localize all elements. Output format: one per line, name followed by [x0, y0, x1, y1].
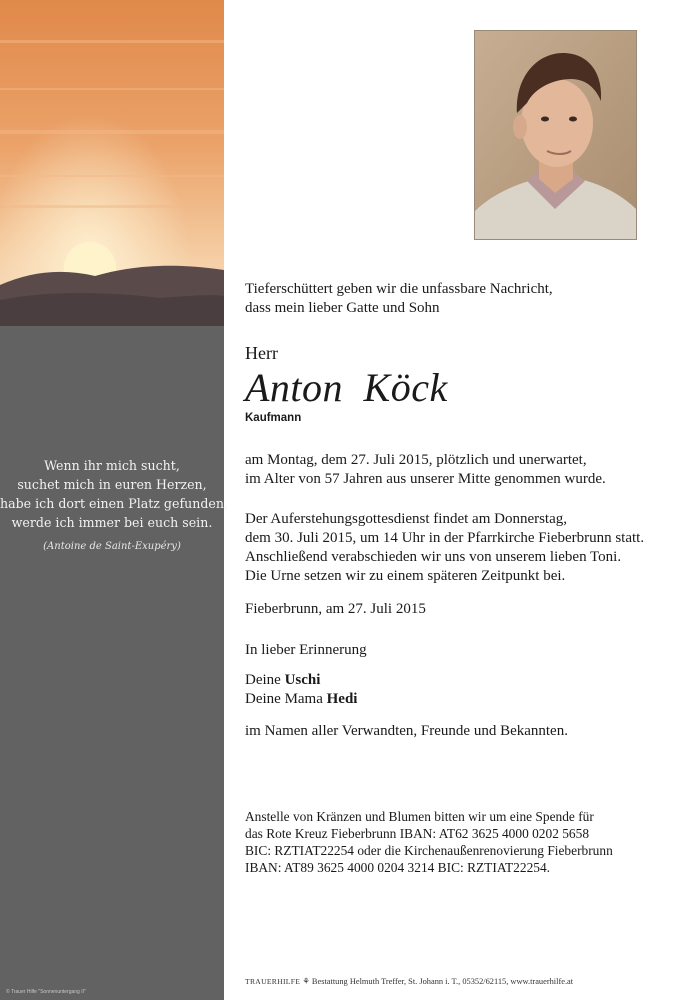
quote-line: habe ich dort einen Platz gefunden,: [0, 496, 228, 511]
donation-line: Anstelle von Kränzen und Blumen bitten wir um eine Spende für: [245, 809, 594, 824]
footer-text: Bestattung Helmuth Treffer, St. Johann i. T., 05352/62115, www.trauerhilfe.at: [311, 977, 574, 986]
body-line: am Montag, dem 27. Juli 2015, plötzlich und unerwartet,: [245, 452, 587, 468]
body-line: Die Urne setzen wir zu einem späteren Zeitpunkt bei.: [245, 568, 566, 584]
family-prefix: Deine: [245, 672, 281, 688]
donation-line: das Rote Kreuz Fieberbrunn IBAN: AT62 3625 4000 0202 5658: [245, 826, 590, 841]
memorial-quote: [0, 456, 228, 532]
quote-author: (Antoine de Saint-Exupéry): [43, 541, 181, 552]
intro-text: [245, 280, 553, 318]
sunset-graphic: [0, 0, 224, 326]
family-member: [245, 671, 357, 690]
donation-request: [245, 808, 613, 876]
body-line: Anschließend verabschieden wir uns von unserem lieben Toni.: [245, 549, 622, 565]
place-date: Fieberbrunn, am 27. Juli 2015: [245, 601, 426, 617]
quote-line: werde ich immer bei euch sein.: [11, 515, 213, 530]
body-line: Der Auferstehungsgottesdienst findet am Donnerstag,: [245, 511, 568, 527]
family-member: [245, 690, 357, 709]
footer: [245, 976, 573, 986]
salutation: Herr: [245, 343, 278, 363]
family-signatures: [245, 671, 357, 709]
quote-line: suchet mich in euren Herzen,: [17, 477, 207, 492]
body-line: dem 30. Juli 2015, um 14 Uhr in der Pfarrkirche Fieberbrunn statt.: [245, 530, 645, 546]
portrait-graphic: [475, 31, 636, 239]
sunset-image: [0, 0, 224, 326]
footer-logo-icon: ⚘: [302, 977, 310, 986]
service-details: [245, 510, 644, 586]
death-announcement: [245, 451, 606, 489]
family-name: Hedi: [326, 691, 358, 707]
portrait-photo: [474, 30, 637, 240]
family-name: Uschi: [284, 672, 321, 688]
body-line: im Alter von 57 Jahren aus unserer Mitte genommen wurde.: [245, 471, 606, 487]
occupation: Kaufmann: [245, 412, 302, 424]
intro-line: Tieferschüttert geben wir die unfassbare Nachricht,: [245, 281, 553, 297]
sidebar: [0, 0, 228, 1000]
on-behalf-line: im Namen aller Verwandten, Freunde und Bekannten.: [245, 723, 568, 739]
photo-credit: © Trauer Hilfe "Sonnenuntergang II": [6, 989, 86, 995]
family-prefix: Deine Mama: [245, 691, 323, 707]
donation-line: IBAN: AT89 3625 4000 0204 3214 BIC: RZTIAT22254.: [245, 860, 551, 875]
footer-brand: TRAUERHILFE: [245, 977, 301, 986]
donation-line: BIC: RZTIAT22254 oder die Kirchenaußenrenovierung Fieberbrunn: [245, 843, 613, 858]
deceased-name: Anton Köck: [245, 365, 448, 410]
memory-line: In lieber Erinnerung: [245, 642, 367, 658]
quote-line: Wenn ihr mich sucht,: [44, 458, 180, 473]
intro-line: dass mein lieber Gatte und Sohn: [245, 300, 440, 316]
